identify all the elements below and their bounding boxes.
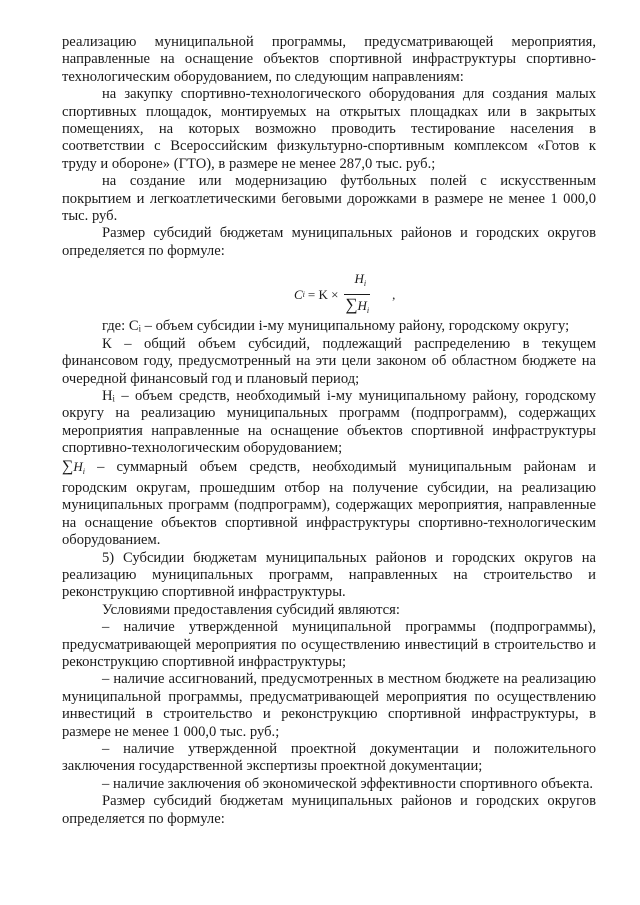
denominator-sub: i: [366, 305, 370, 315]
sigma-symbol: ∑: [345, 294, 358, 314]
denominator-symbol: H: [357, 297, 367, 313]
sum-definition-text: – суммарный объем средств, необходимый муниципальным районам и городским округам, прошедшим отбор на получение субсидии, на реализацию муниципальных программ (подпрограмм), содержащих мероприятия, направленные на оснащение объектов спортивной инфраструктуры спортивно-технологическим оборудованием.: [62, 458, 596, 549]
paragraph: на закупку спортивно-технологического оборудования для создания малых спортивных площадок, монтируемых на открытых площадках или в закрытых помещениях, на которых возможно проводить тестирование населения в соответствии с Всероссийским физкультурно-спортивным комплексом «Готов к труду и обороне» (ГТО), в размере не менее 287,0 тыс. руб.;: [62, 86, 596, 172]
paragraph: – наличие ассигнований, предусмотренных в местном бюджете на реализацию муниципальной программы, предусматривающей мероприятия по осуществлению инвестиций в строительство и реконструкцию спортивной инфраструктуры, в размере не менее 1 000,0 тыс. руб.;: [62, 671, 596, 740]
document-page: [62, 34, 596, 828]
formula-numerator: [344, 270, 370, 294]
sigma-symbol: ∑: [62, 457, 74, 475]
paragraph: 5) Субсидии бюджетам муниципальных районов и городских округов на реализацию муниципальных программ, направленных на строительство и реконструкцию спортивной инфраструктуры.: [62, 549, 596, 601]
formula-expression: [294, 270, 395, 319]
sum-definition-paragraph: [62, 458, 596, 550]
paragraphs-mid: [62, 318, 596, 457]
formula-denominator: [345, 295, 369, 319]
sum-h-sub: i: [82, 466, 86, 476]
formula-lhs: C: [294, 286, 303, 302]
paragraph: где: Cᵢ – объем субсидии i-му муниципальному району, городскому округу;: [102, 318, 570, 335]
sum-symbol: [62, 459, 85, 474]
paragraph: К – общий объем субсидий, подлежащий распределению в текущем финансовом году, предусмотренный на эти цели законом об областном бюджете на очередной финансовый год и плановый период;: [62, 335, 596, 387]
paragraphs-bottom: [62, 550, 596, 829]
paragraph: реализацию муниципальной программы, предусматривающей мероприятия, направленные на оснащение объектов спортивной инфраструктуры спортивно-технологическим оборудованием, по следующим направлениям:: [62, 34, 596, 85]
numerator-symbol: H: [354, 271, 364, 287]
paragraph: на создание или модернизацию футбольных полей с искусственным покрытием и легкоатлетическими беговыми дорожками в размере не менее 1 000,0 тыс. руб.: [62, 173, 596, 225]
numerator-sub: i: [363, 279, 367, 289]
formula-lhs-sub: i: [302, 289, 305, 299]
subsidy-formula: [62, 260, 596, 318]
formula-eq: = K ×: [307, 286, 339, 302]
paragraph: – наличие заключения об экономической эффективности спортивного объекта.: [102, 775, 594, 792]
formula-fraction: [344, 270, 370, 319]
paragraph: Условиями предоставления субсидий являются:: [102, 601, 400, 618]
paragraph: Размер субсидий бюджетам муниципальных районов и городских округов определяется по формуле:: [62, 225, 596, 259]
paragraph: – наличие утвержденной муниципальной программы (подпрограммы), предусматривающей мероприятия по осуществлению инвестиций в строительство и реконструкцию спортивной инфраструктуры;: [62, 619, 596, 670]
paragraphs-top: [62, 34, 596, 260]
paragraph: Размер субсидий бюджетам муниципальных районов и городских округов определяется по формуле:: [62, 793, 596, 827]
sum-h-symbol: H: [73, 458, 83, 474]
paragraph: – наличие утвержденной проектной документации и положительного заключения государственной экспертизы проектной документации;: [62, 741, 596, 775]
formula-trail: ,: [392, 286, 396, 302]
paragraph: Hᵢ – объем средств, необходимый i-му муниципальному району, городскому округу на реализацию муниципальных программ (подпрограмм), содержащих мероприятия направленные на оснащение объектов спортивной инфраструктуры спортивно-технологическим оборудованием;: [62, 387, 596, 457]
